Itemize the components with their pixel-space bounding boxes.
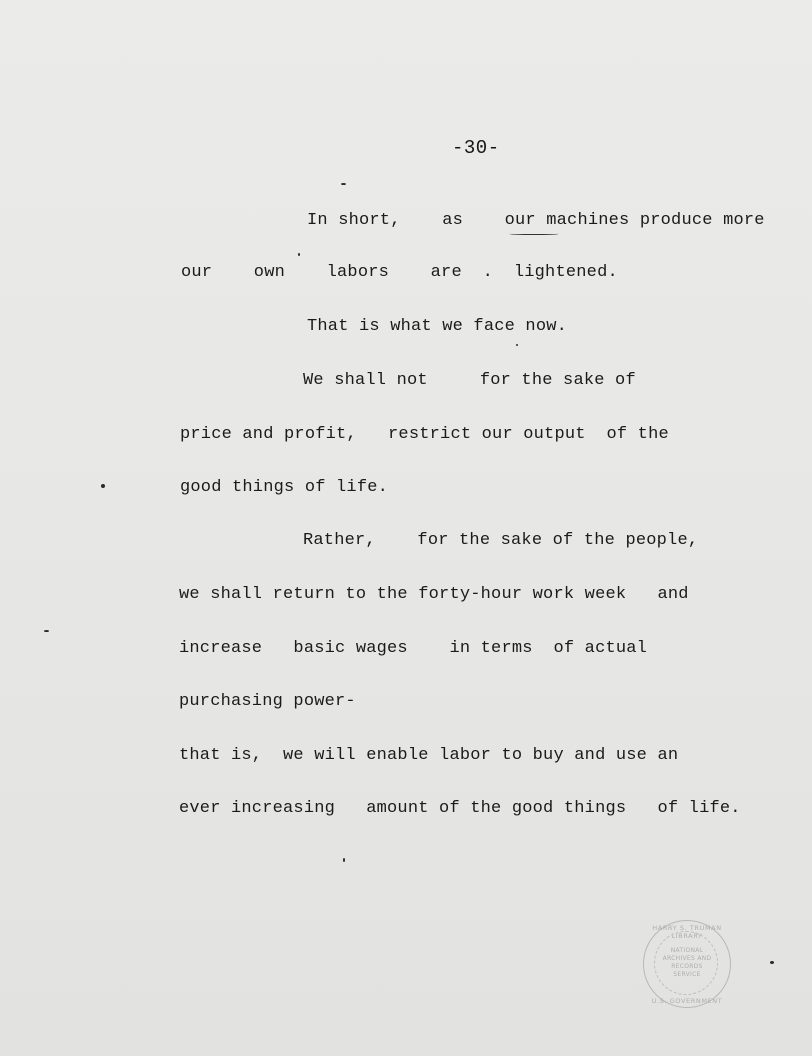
paper-speck [298,253,300,256]
paper-speck [101,484,105,488]
archive-seal-stamp [643,920,731,1008]
stamp-line-1: NATIONAL [670,947,704,954]
paper-speck [341,183,346,185]
text-line-8: we shall return to the forty-hour work week and [179,585,689,604]
text-line-4: We shall not for the sake of [303,371,636,390]
text-line-10: purchasing power- [179,692,356,711]
stamp-line-3: RECORDS [671,963,703,970]
stamp-ring-bottom: U.S. GOVERNMENT [651,997,723,1005]
paper-speck [770,961,774,964]
stamp-line-4: SERVICE [673,971,701,978]
text-line-11: that is, we will enable labor to buy and use an [179,746,679,765]
stamp-ring-top: HARRY S. TRUMAN LIBRARY [652,924,722,940]
paper-speck [343,858,345,862]
text-line-2: our own labors are . lightened. [181,263,618,282]
text-line-7: Rather, for the sake of the people, [303,531,699,550]
stamp-line-2: ARCHIVES AND [662,955,712,962]
paper-speck [516,344,518,346]
text-line-12: ever increasing amount of the good things of life. [179,799,741,818]
handwritten-underline [509,232,559,235]
text-line-1: In short, as our machines produce more [307,211,765,230]
text-line-5: price and profit, restrict our output of the [180,425,669,444]
paper-speck [44,630,49,632]
text-line-3: That is what we face now. [307,317,568,336]
text-line-9: increase basic wages in terms of actual [179,639,648,658]
page-number: -30- [452,137,500,159]
text-line-6: good things of life. [180,478,389,497]
